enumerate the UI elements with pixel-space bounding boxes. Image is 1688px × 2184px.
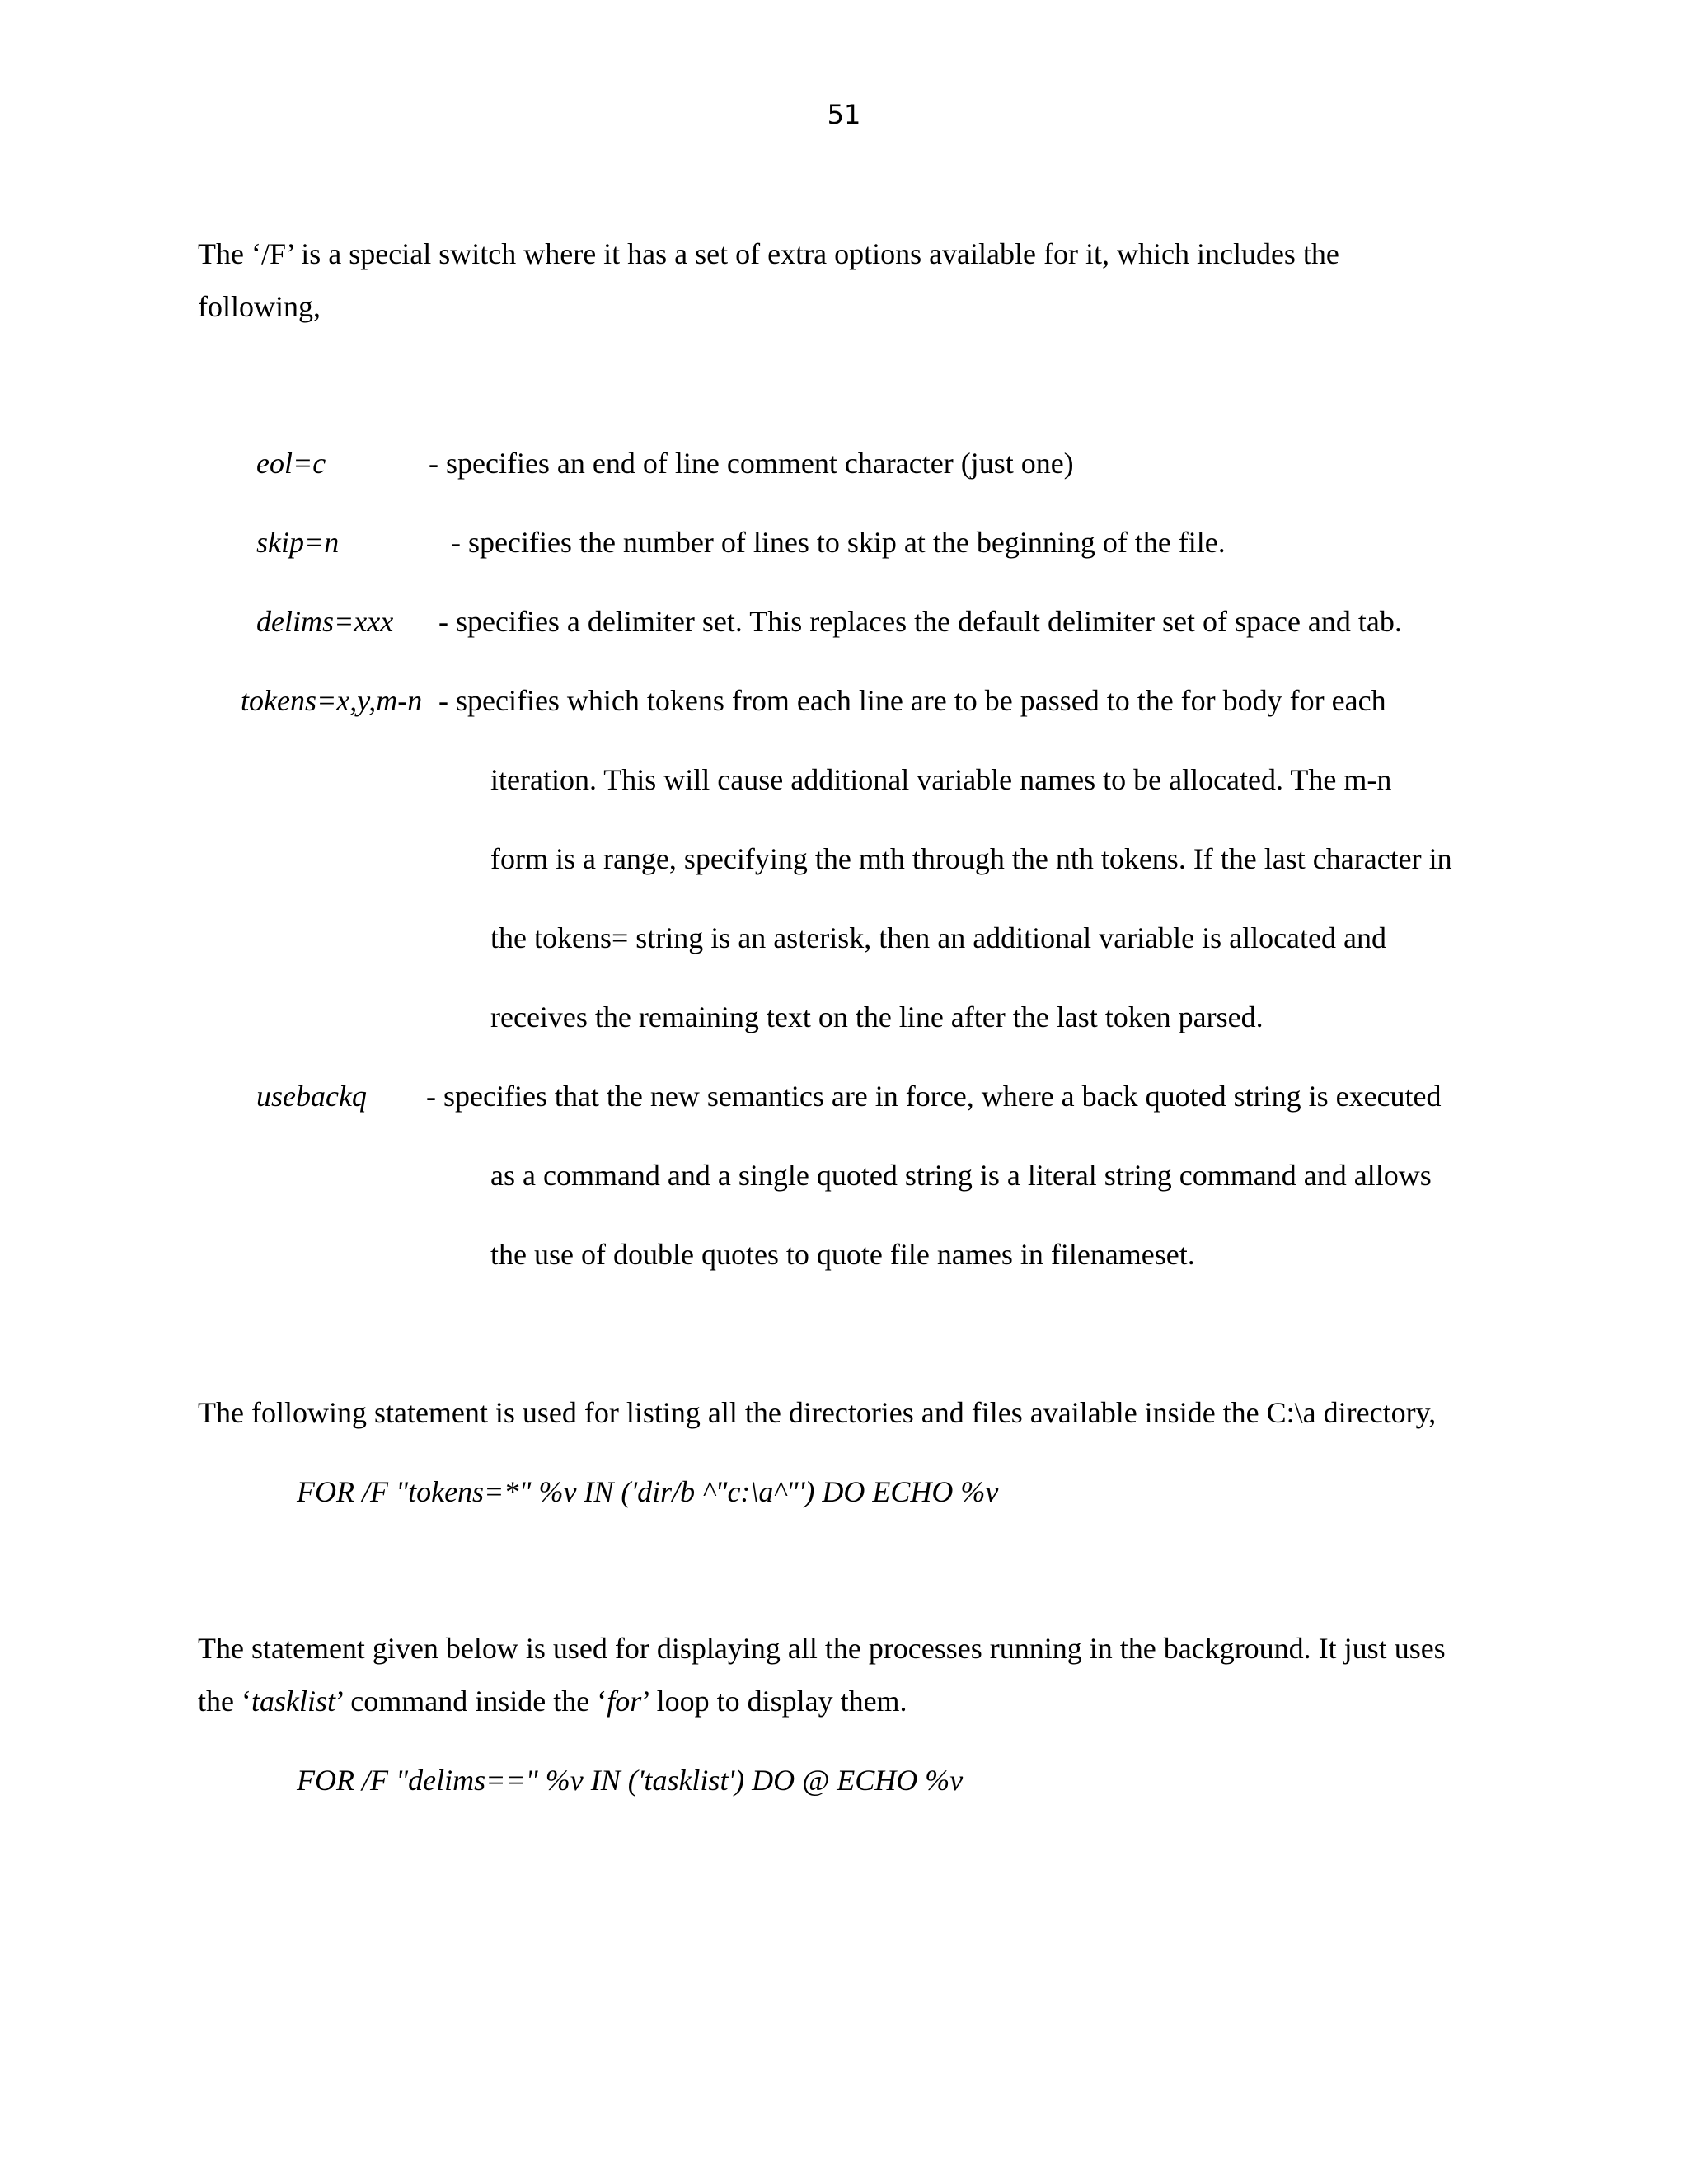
example1-code: FOR /F "tokens=*" %v IN ('dir/b ^"c:\a^"') DO ECHO %v (297, 1475, 999, 1508)
option-desc-usebackq-2: as a command and a single quoted string is a literal string command and allows (490, 1159, 1432, 1192)
option-desc-tokens-3: form is a range, specifying the mth through the nth tokens. If the last character in (490, 842, 1452, 875)
option-desc-tokens-1: - specifies which tokens from each line are to be passed to the for body for each (438, 684, 1386, 717)
example2-line-1: The statement given below is used for displaying all the processes running in the background. It just uses (198, 1632, 1446, 1665)
option-term-delims: delims=xxx (256, 605, 394, 638)
page-number: 51 (827, 99, 861, 130)
option-term-eol: eol=c (256, 447, 326, 480)
option-desc-skip: - specifies the number of lines to skip at the beginning of the file. (451, 526, 1226, 559)
intro-line-1: The ‘/F’ is a special switch where it has a set of extra options available for it, which includes the (198, 237, 1339, 270)
option-desc-tokens-5: receives the remaining text on the line after the last token parsed. (490, 1001, 1264, 1033)
example2-line-2-e: ’ loop to display them. (641, 1685, 907, 1718)
option-desc-eol: - specifies an end of line comment character (just one) (429, 447, 1074, 480)
tasklist-term: tasklist (251, 1685, 335, 1718)
option-desc-tokens-4: the tokens= string is an asterisk, then an additional variable is allocated and (490, 921, 1386, 954)
example2-line-2-a: the ‘ (198, 1685, 251, 1718)
option-desc-usebackq-1: - specifies that the new semantics are in force, where a back quoted string is executed (426, 1080, 1442, 1113)
example2-line-2-c: ’ command inside the ‘ (335, 1685, 607, 1718)
option-term-skip: skip=n (256, 526, 340, 559)
option-term-tokens: tokens=x,y,m-n (241, 684, 423, 717)
option-desc-tokens-2: iteration. This will cause additional variable names to be allocated. The m-n (490, 763, 1392, 796)
option-desc-delims: - specifies a delimiter set. This replaces the default delimiter set of space and tab. (438, 605, 1402, 638)
option-desc-usebackq-3: the use of double quotes to quote file names in filenameset. (490, 1238, 1195, 1271)
example2-line-2 (198, 1681, 907, 1721)
for-term: for (607, 1685, 642, 1718)
example1-text: The following statement is used for listing all the directories and files available inside the C:\a directory, (198, 1396, 1437, 1429)
option-term-usebackq: usebackq (256, 1080, 367, 1113)
intro-line-2: following, (198, 290, 321, 323)
example2-code: FOR /F "delims==" %v IN ('tasklist') DO @ ECHO %v (297, 1764, 964, 1797)
